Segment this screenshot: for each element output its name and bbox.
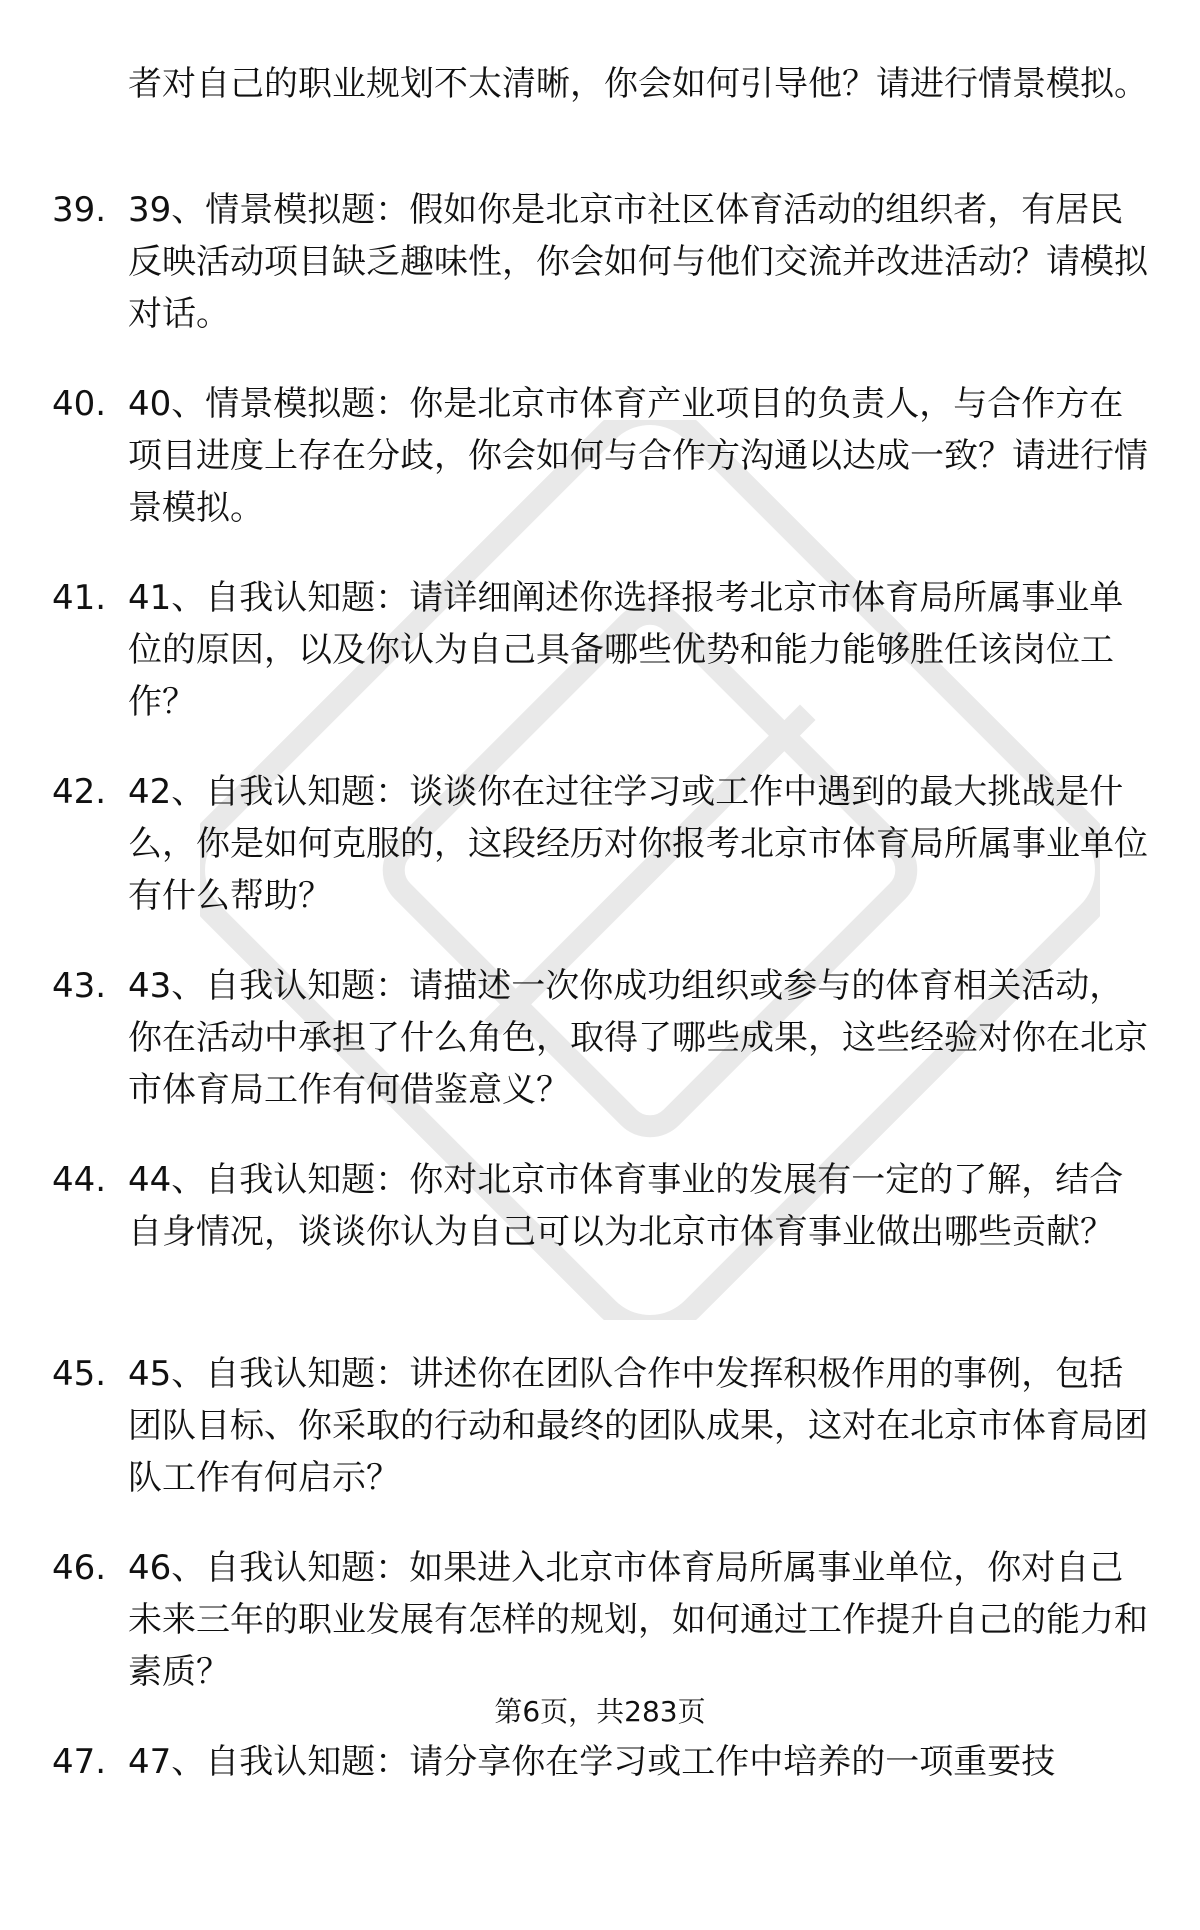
list-item xyxy=(0,766,1200,960)
item-number: 41. xyxy=(52,578,107,618)
list-item xyxy=(0,1154,1200,1348)
item-text: 44、自我认知题：你对北京市体育事业的发展有一定的了解，结合自身情况，谈谈你认为自己可以为北京市体育事业做出哪些贡献？ xyxy=(128,1160,1124,1252)
continued-question-text: 者对自己的职业规划不太清晰，你会如何引导他？请进行情景模拟。 xyxy=(128,64,1148,104)
item-number: 47. xyxy=(52,1742,107,1782)
item-number: 40. xyxy=(52,384,107,424)
item-text: 39、情景模拟题：假如你是北京市社区体育活动的组织者，有居民反映活动项目缺乏趣味性，你会如何与他们交流并改进活动？请模拟对话。 xyxy=(128,190,1148,334)
item-text: 42、自我认知题：谈谈你在过往学习或工作中遇到的最大挑战是什么，你是如何克服的，这段经历对你报考北京市体育局所属事业单位有什么帮助？ xyxy=(128,772,1148,916)
list-item xyxy=(0,1348,1200,1542)
list-item xyxy=(0,378,1200,572)
list-item xyxy=(0,1736,1200,1930)
item-text: 47、自我认知题：请分享你在学习或工作中培养的一项重要技 xyxy=(128,1742,1056,1782)
item-number: 42. xyxy=(52,772,107,812)
item-number: 45. xyxy=(52,1354,107,1394)
question-list xyxy=(0,184,1200,1930)
item-number: 43. xyxy=(52,966,107,1006)
item-text: 46、自我认知题：如果进入北京市体育局所属事业单位，你对自己未来三年的职业发展有怎样的规划，如何通过工作提升自己的能力和素质？ xyxy=(128,1548,1148,1692)
item-text: 41、自我认知题：请详细阐述你选择报考北京市体育局所属事业单位的原因，以及你认为自己具备哪些优势和能力能够胜任该岗位工作？ xyxy=(128,578,1124,722)
list-item xyxy=(0,572,1200,766)
item-number: 46. xyxy=(52,1548,107,1588)
item-text: 43、自我认知题：请描述一次你成功组织或参与的体育相关活动，你在活动中承担了什么角色，取得了哪些成果，这些经验对你在北京市体育局工作有何借鉴意义？ xyxy=(128,966,1148,1110)
page-footer: 第6页，共283页 xyxy=(494,1695,706,1728)
item-number: 39. xyxy=(52,190,107,230)
list-item xyxy=(0,960,1200,1154)
item-number: 44. xyxy=(52,1160,107,1200)
list-item xyxy=(0,184,1200,378)
item-text: 40、情景模拟题：你是北京市体育产业项目的负责人，与合作方在项目进度上存在分歧，你会如何与合作方沟通以达成一致？请进行情景模拟。 xyxy=(128,384,1148,528)
item-text: 45、自我认知题：讲述你在团队合作中发挥积极作用的事例，包括团队目标、你采取的行动和最终的团队成果，这对在北京市体育局团队工作有何启示？ xyxy=(128,1354,1148,1498)
